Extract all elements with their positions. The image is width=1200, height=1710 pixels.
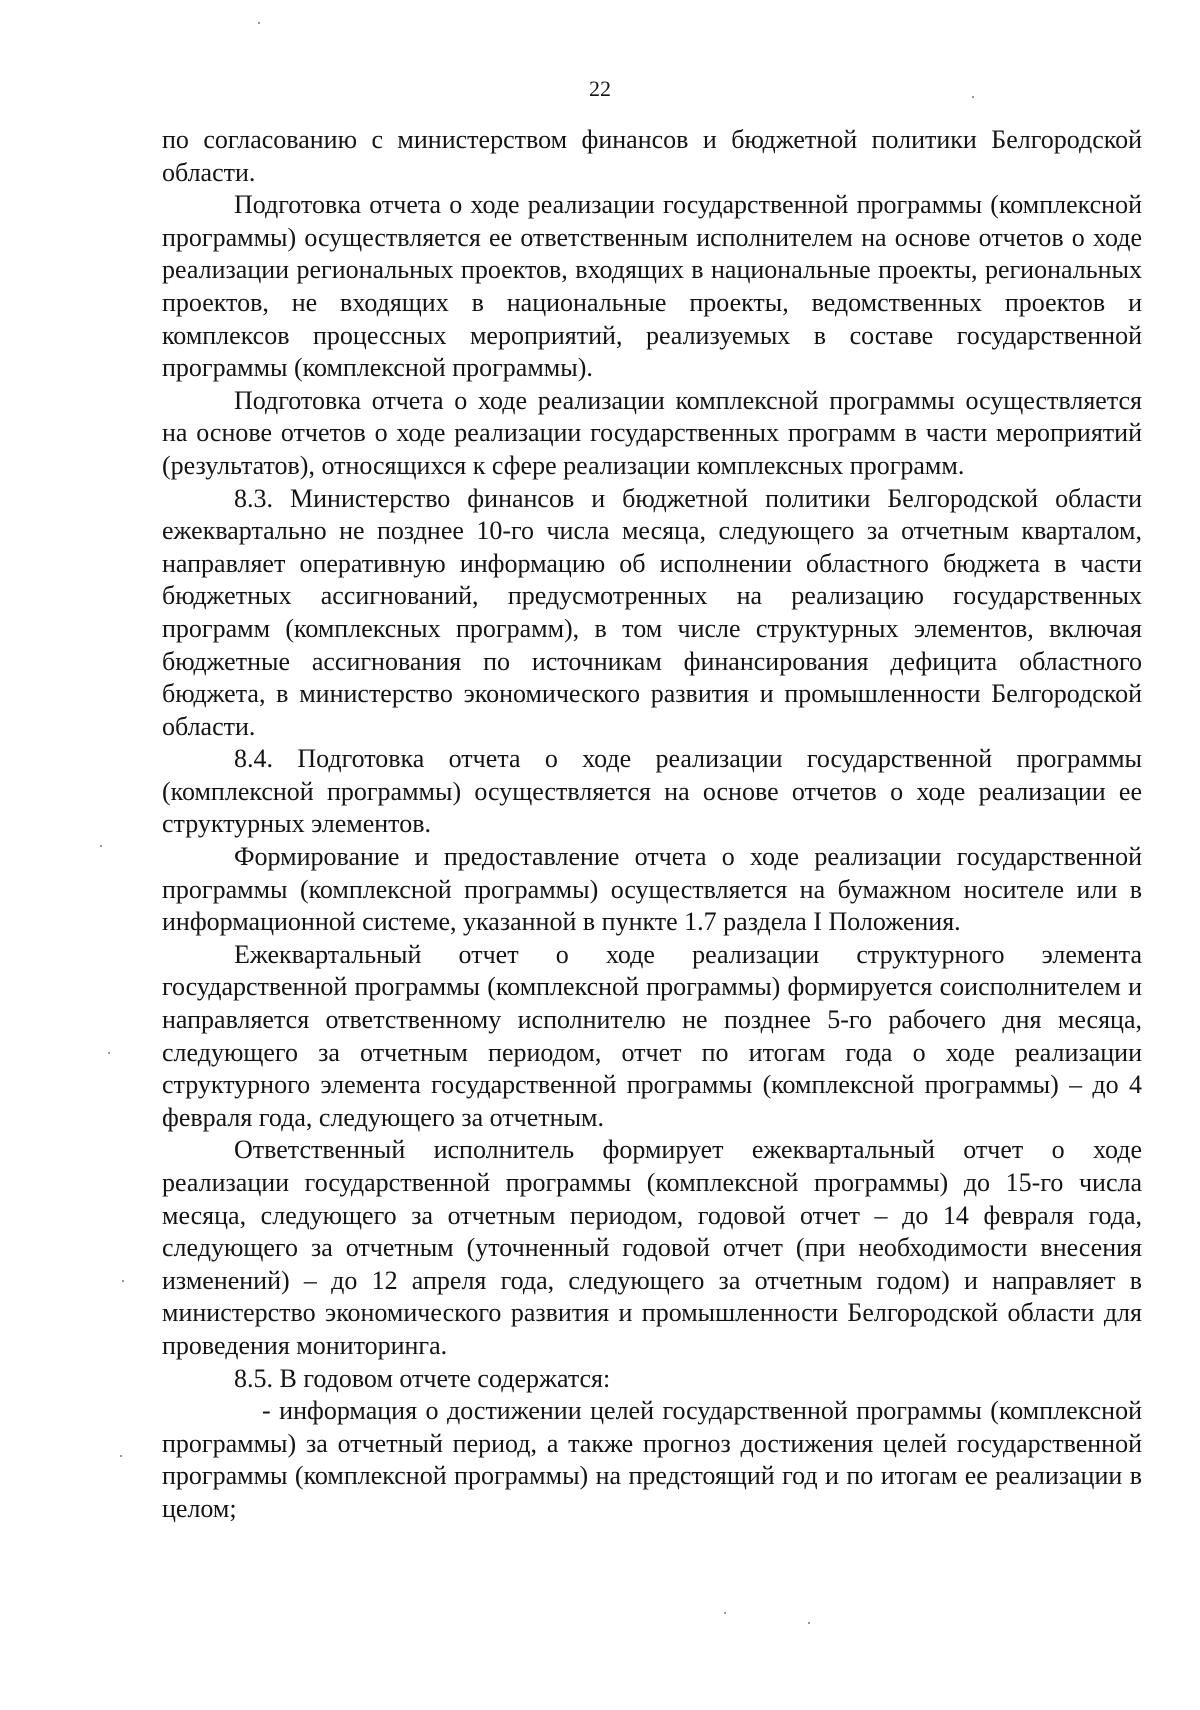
list-item: - информация о достижении целей государственной программы (комплексной программы) за отчетный период, а также прогноз достижения целей государственной программы (комплексной программы) на предстоящий год и по итогам ее реализации в целом; bbox=[162, 1396, 1142, 1523]
paragraph-continuation: по согласованию с министерством финансов и бюджетной политики Белгородской области. bbox=[162, 125, 1142, 187]
paragraph-8-3: 8.3. Министерство финансов и бюджетной политики Белгородской области ежеквартально не позднее 10-го числа месяца, следующего за отчетным кварталом, направляет оперативную информацию об исполнении областного бюджета в части бюджетных ассигнований, предусмотренных на реализацию государственных программ (комплексных программ), в том числе структурных элементов, включая бюджетные ассигнования по источникам финансирования дефицита областного бюджета, в министерство экономического развития и промышленности Белгородской области. bbox=[162, 483, 1142, 741]
scan-speck bbox=[108, 1052, 110, 1054]
paragraph: Подготовка отчета о ходе реализации комплексной программы осуществляется на основе отчетов о ходе реализации государственных программ в части мероприятий (результатов), относящихся к сфере реализации комплексных программ. bbox=[162, 385, 1142, 480]
scan-speck bbox=[258, 22, 260, 24]
paragraph: Формирование и предоставление отчета о ходе реализации государственной программы (комплексной программы) осуществляется на бумажном носителе или в информационной системе, указанной в пункте 1.7 раздела I Положения. bbox=[162, 842, 1142, 937]
scan-speck bbox=[122, 1280, 124, 1282]
paragraph-8-4: 8.4. Подготовка отчета о ходе реализации государственной программы (комплексной программы) осуществляется на основе отчетов о ходе реализации ее структурных элементов. bbox=[162, 744, 1142, 839]
scan-speck bbox=[724, 1612, 726, 1614]
document-body bbox=[162, 124, 1142, 1526]
scan-speck bbox=[120, 1455, 122, 1457]
paragraph-8-5: 8.5. В годовом отчете содержатся: bbox=[234, 1363, 611, 1393]
scan-speck bbox=[808, 1622, 810, 1624]
paragraph: Ежеквартальный отчет о ходе реализации структурного элемента государственной программы (комплексной программы) формируется соисполнителем и направляется ответственному исполнителю не позднее 5-го рабочего дня месяца, следующего за отчетным периодом, отчет по итогам года о ходе реализации структурного элемента государственной программы (комплексной программы) – до 4 февраля года, следующего за отчетным. bbox=[162, 939, 1142, 1132]
scan-speck bbox=[100, 845, 102, 847]
page-number: 22 bbox=[589, 76, 611, 101]
scan-speck bbox=[972, 96, 974, 98]
paragraph: Подготовка отчета о ходе реализации государственной программы (комплексной программы) осуществляется ее ответственным исполнителем на основе отчетов о ходе реализации региональных проектов, входящих в национальные проекты, региональных проектов, не входящих в национальные проекты, ведомственных проектов и комплексов процессных мероприятий, реализуемых в составе государственной программы (комплексной программы). bbox=[162, 190, 1142, 383]
paragraph: Ответственный исполнитель формирует ежеквартальный отчет о ходе реализации государственной программы (комплексной программы) до 15-го числа месяца, следующего за отчетным периодом, годовой отчет – до 14 февраля года, следующего за отчетным (уточненный годовой отчет (при необходимости внесения изменений) – до 12 апреля года, следующего за отчетным годом) и направляет в министерство экономического развития и промышленности Белгородской области для проведения мониторинга. bbox=[162, 1135, 1142, 1360]
